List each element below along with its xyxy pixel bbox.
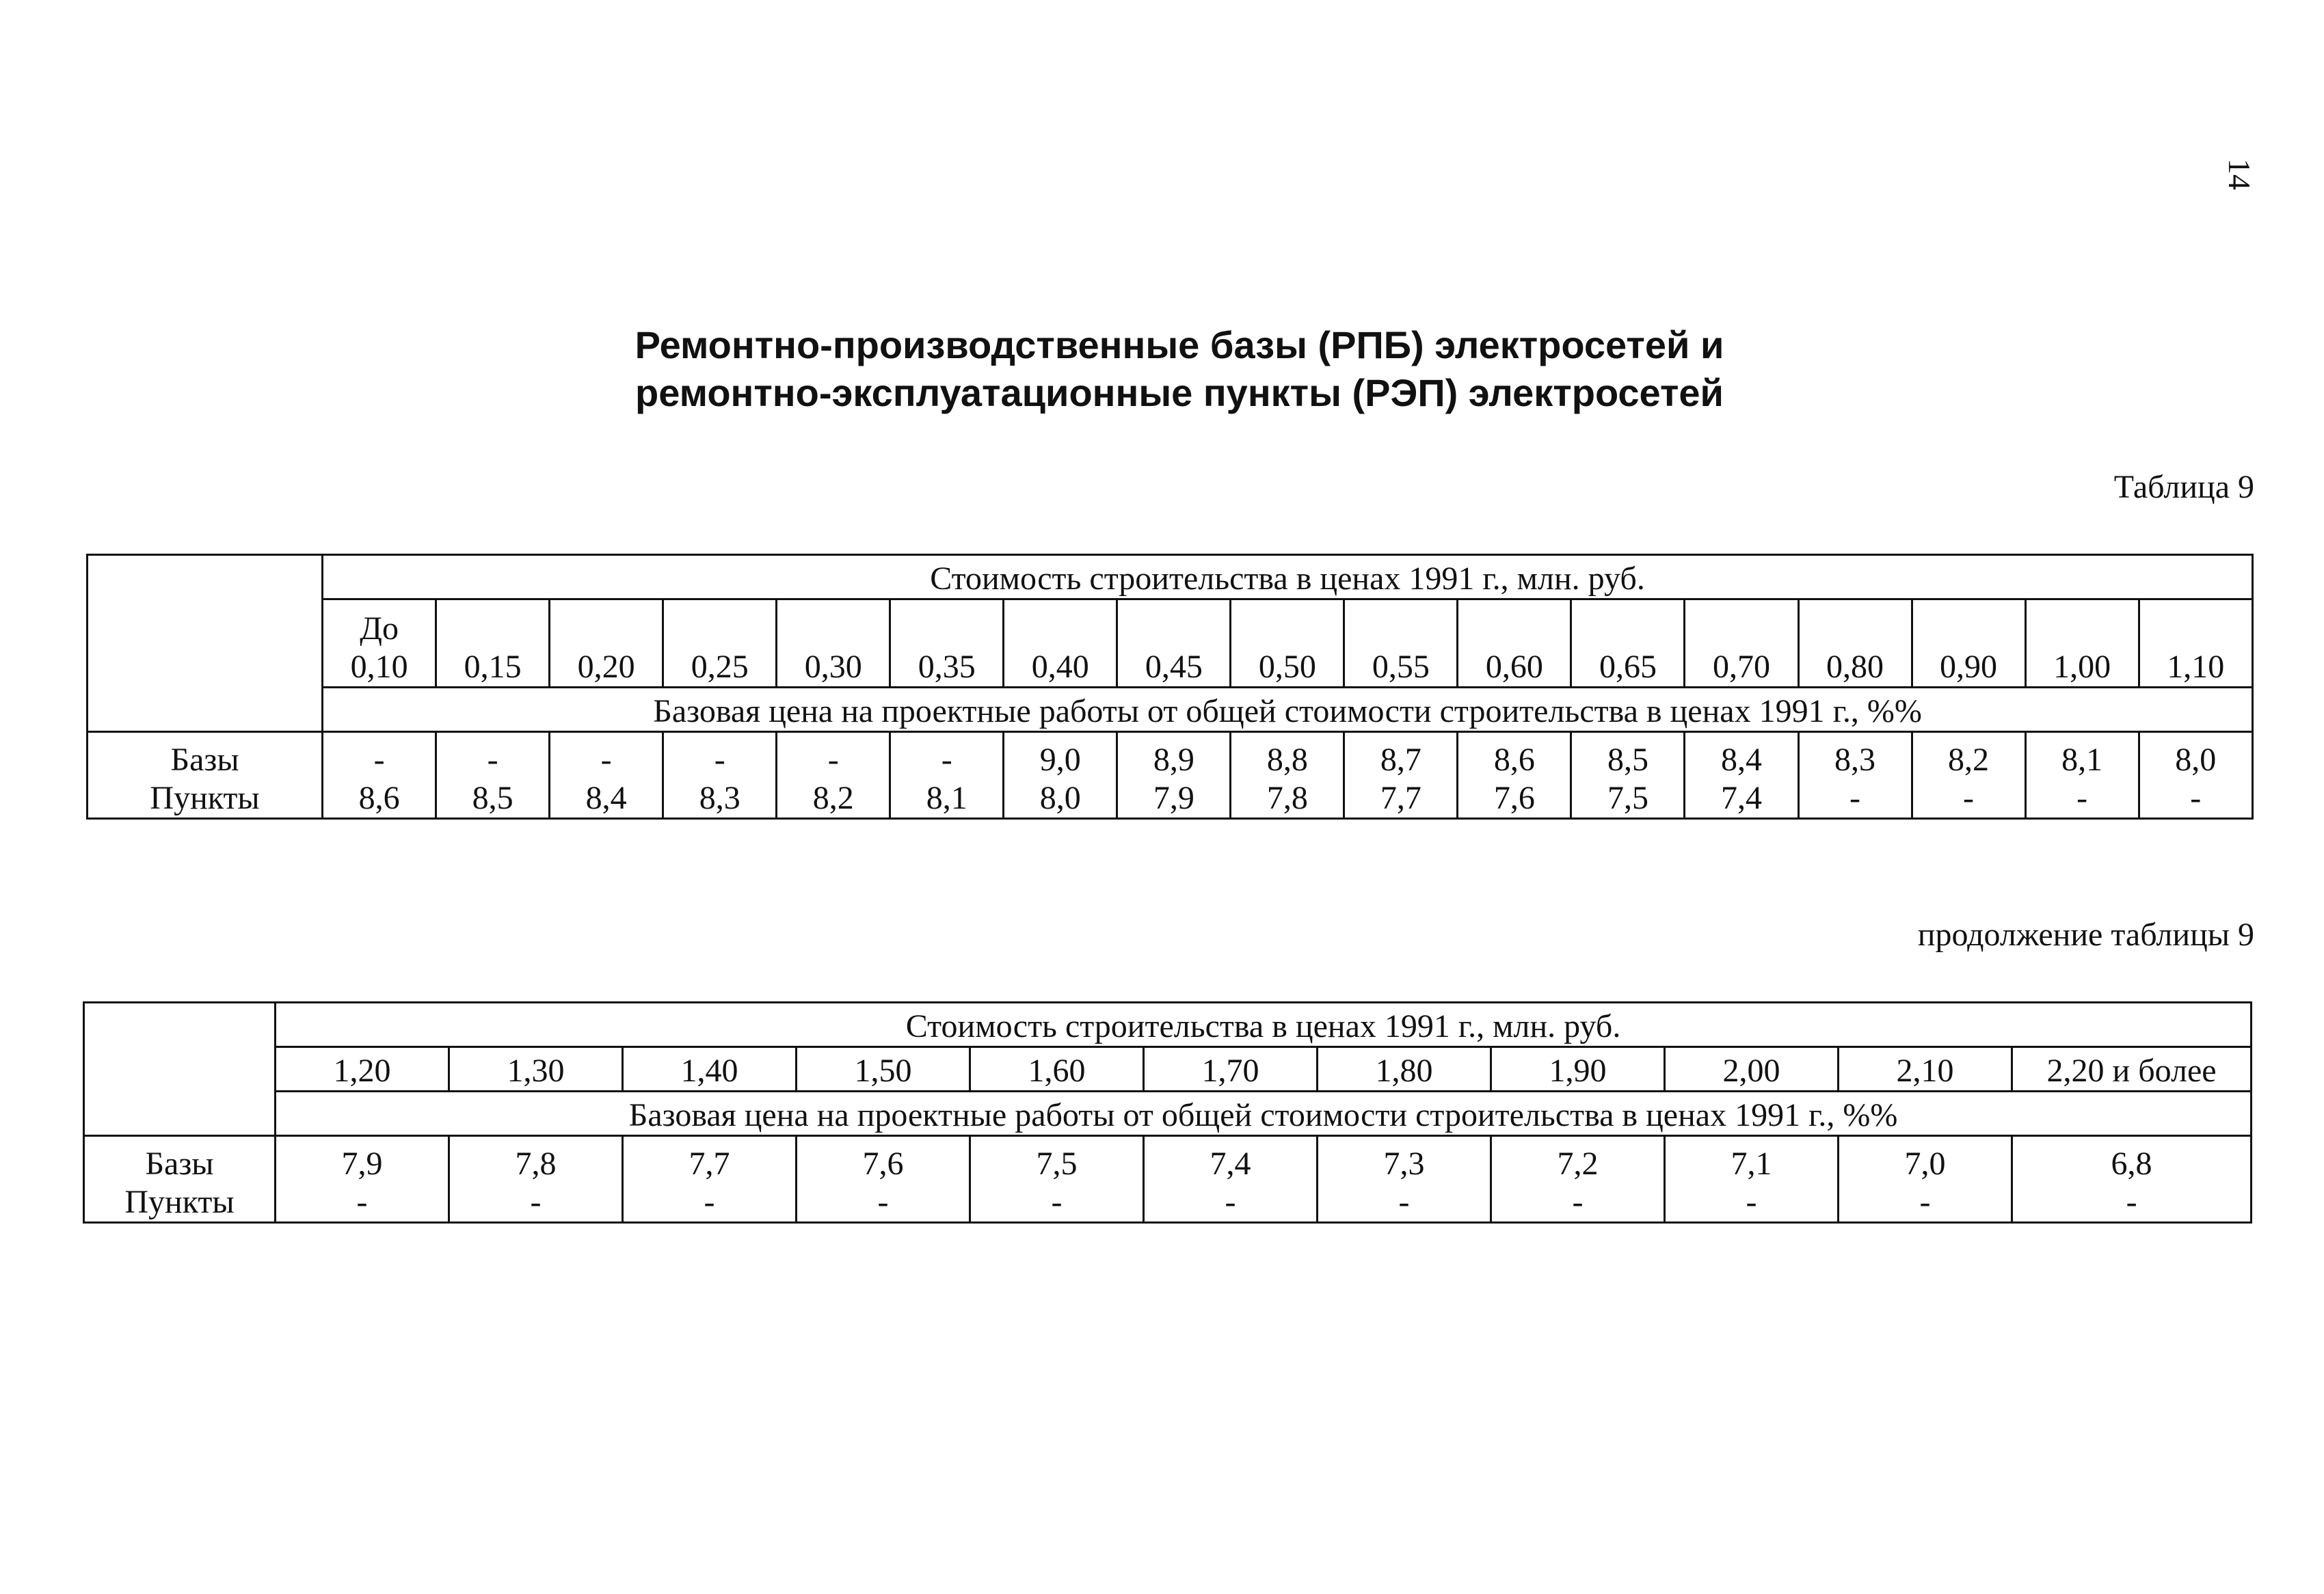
price-table <box>86 554 2254 820</box>
bases-value: - <box>373 742 385 778</box>
bases-value: - <box>827 742 839 778</box>
cost-column-header <box>436 599 550 688</box>
cost-column-header <box>1798 599 1912 688</box>
points-value: 8,3 <box>699 780 740 816</box>
bases-value: 7,0 <box>1904 1146 1946 1182</box>
price-header-row <box>88 688 2253 732</box>
points-value: 7,5 <box>1607 780 1648 816</box>
bases-value: 9,0 <box>1039 742 1081 778</box>
cost-columns-row <box>88 599 2253 688</box>
cost-header: Стоимость строительства в ценах 1991 г., млн. руб. <box>323 555 2253 599</box>
value-cell <box>1798 732 1912 819</box>
document-title <box>410 321 1949 417</box>
bases-value: 8,9 <box>1153 742 1194 778</box>
points-value: - <box>877 1184 889 1220</box>
points-value: 8,2 <box>812 780 854 816</box>
bases-value: 8,3 <box>1834 742 1876 778</box>
cost-value: 0,55 <box>1372 649 1430 685</box>
cost-value: 0,80 <box>1826 649 1884 685</box>
cost-column-header: 1,70 <box>1144 1047 1318 1092</box>
cost-column-header <box>1571 599 1685 688</box>
bases-value: 8,6 <box>1493 742 1535 778</box>
cost-column-header <box>1231 599 1344 688</box>
value-cell <box>663 732 777 819</box>
cost-column-header: 1,80 <box>1318 1047 1491 1092</box>
value-cell <box>1491 1136 1665 1223</box>
points-value: 8,4 <box>585 780 627 816</box>
points-value: - <box>1849 780 1860 816</box>
bases-value: 8,5 <box>1607 742 1648 778</box>
row-label-bases: Базы <box>170 742 239 778</box>
points-value: - <box>704 1184 715 1220</box>
bases-value: - <box>487 742 498 778</box>
bases-value: - <box>714 742 725 778</box>
title-line-1: Ремонтно-производственные базы (РПБ) электросетей и <box>635 323 1724 366</box>
cost-column-header <box>1685 599 1798 688</box>
points-value: 8,5 <box>472 780 513 816</box>
cost-column-header <box>777 599 890 688</box>
cost-columns-row <box>84 1047 2252 1092</box>
points-value: - <box>356 1184 368 1220</box>
value-cell <box>1344 732 1458 819</box>
corner-cell <box>84 1003 276 1136</box>
points-value: - <box>1963 780 1975 816</box>
value-cell <box>1458 732 1571 819</box>
values-row <box>84 1136 2252 1223</box>
value-cell <box>276 1136 449 1223</box>
bases-value: 7,7 <box>689 1146 730 1182</box>
value-cell <box>1571 732 1685 819</box>
page-number: 14 <box>2222 159 2257 190</box>
bases-value: 6,8 <box>2111 1146 2152 1182</box>
value-cell <box>1839 1136 2012 1223</box>
value-cell <box>1665 1136 1839 1223</box>
value-cell <box>1231 732 1344 819</box>
bases-value: 7,6 <box>862 1146 904 1182</box>
cost-column-header <box>1004 599 1117 688</box>
row-label-points: Пункты <box>124 1184 235 1220</box>
cost-value: 0,20 <box>577 649 635 685</box>
points-value: 7,8 <box>1266 780 1308 816</box>
bases-value: 7,1 <box>1731 1146 1772 1182</box>
price-header: Базовая цена на проектные работы от общей стоимости строительства в ценах 1991 г., %% <box>323 688 2253 732</box>
bases-value: 7,8 <box>515 1146 557 1182</box>
value-cell <box>1117 732 1231 819</box>
bases-value: 8,7 <box>1380 742 1421 778</box>
title-line-2: ремонтно-эксплуатационные пункты (РЭП) электросетей <box>635 371 1724 414</box>
bases-value: 8,4 <box>1720 742 1762 778</box>
bases-value: 7,3 <box>1383 1146 1425 1182</box>
cost-column-header: 1,90 <box>1491 1047 1665 1092</box>
points-value: - <box>1225 1184 1236 1220</box>
points-value: 7,6 <box>1493 780 1535 816</box>
cost-column-header <box>550 599 663 688</box>
cost-value: 0,90 <box>1940 649 1998 685</box>
value-cell <box>1004 732 1117 819</box>
cost-column-header: 1,40 <box>623 1047 797 1092</box>
cost-column-header: 1,20 <box>276 1047 449 1092</box>
cost-column-header: 2,10 <box>1839 1047 2012 1092</box>
cost-column-header: 1,60 <box>970 1047 1144 1092</box>
cost-value: 0,35 <box>918 649 976 685</box>
bases-value: 8,0 <box>2175 742 2217 778</box>
points-value: 8,6 <box>358 780 400 816</box>
row-label-points: Пункты <box>150 780 260 816</box>
price-table-continuation <box>83 1001 2252 1224</box>
cost-value: 0,40 <box>1031 649 1089 685</box>
points-value: - <box>1051 1184 1063 1220</box>
table-caption: Таблица 9 <box>2113 469 2254 505</box>
cost-column-header: 2,00 <box>1665 1047 1839 1092</box>
value-cell <box>797 1136 970 1223</box>
cost-column-header <box>323 599 436 688</box>
value-cell <box>550 732 663 819</box>
points-value: 7,7 <box>1380 780 1421 816</box>
value-cell <box>1144 1136 1318 1223</box>
value-cell <box>1912 732 2025 819</box>
bases-value: 8,8 <box>1266 742 1308 778</box>
cost-value: 0,50 <box>1258 649 1316 685</box>
cost-value: 0,10 <box>350 649 408 685</box>
cost-value: 0,65 <box>1599 649 1657 685</box>
points-value: - <box>2126 1184 2137 1220</box>
points-value: - <box>1746 1184 1757 1220</box>
cost-value: 1,00 <box>2053 649 2111 685</box>
table-continuation-caption: продолжение таблицы 9 <box>1917 917 2254 953</box>
value-cell <box>970 1136 1144 1223</box>
value-cell <box>2139 732 2252 819</box>
cost-value: 0,25 <box>691 649 749 685</box>
points-value: - <box>1919 1184 1931 1220</box>
cost-column-header <box>1458 599 1571 688</box>
row-label-bases: Базы <box>145 1146 214 1182</box>
bases-value: 7,5 <box>1036 1146 1078 1182</box>
bases-value: - <box>941 742 952 778</box>
bases-value: 7,4 <box>1210 1146 1251 1182</box>
value-cell <box>2012 1136 2252 1223</box>
value-cell <box>2025 732 2139 819</box>
points-value: - <box>1398 1184 1410 1220</box>
cost-value: 1,10 <box>2167 649 2225 685</box>
value-cell <box>890 732 1004 819</box>
value-cell <box>323 732 436 819</box>
points-value: - <box>530 1184 542 1220</box>
cost-column-header <box>663 599 777 688</box>
points-value: 8,0 <box>1039 780 1081 816</box>
value-cell <box>777 732 890 819</box>
points-value: 8,1 <box>926 780 967 816</box>
table-header-row <box>88 555 2253 599</box>
points-value: - <box>2076 780 2088 816</box>
cost-column-header: 1,50 <box>797 1047 970 1092</box>
corner-cell <box>88 555 323 732</box>
table-header-row <box>84 1003 2252 1047</box>
cost-column-header: 1,30 <box>449 1047 623 1092</box>
points-value: 7,4 <box>1720 780 1762 816</box>
value-cell <box>1318 1136 1491 1223</box>
price-header-row <box>84 1092 2252 1136</box>
row-labels-cell <box>88 732 323 819</box>
cost-header: Стоимость строительства в ценах 1991 г., млн. руб. <box>276 1003 2252 1047</box>
values-row <box>88 732 2253 819</box>
value-cell <box>436 732 550 819</box>
cost-column-header <box>890 599 1004 688</box>
cost-value: 0,45 <box>1145 649 1203 685</box>
bases-value: 7,2 <box>1557 1146 1599 1182</box>
points-value: - <box>2190 780 2202 816</box>
value-cell <box>449 1136 623 1223</box>
cost-value: 0,30 <box>804 649 862 685</box>
points-value: 7,9 <box>1153 780 1194 816</box>
cost-column-header: 2,20 и более <box>2012 1047 2252 1092</box>
bases-value: 7,9 <box>341 1146 383 1182</box>
cost-column-header <box>1912 599 2025 688</box>
points-value: - <box>1572 1184 1584 1220</box>
cost-value: 0,60 <box>1485 649 1543 685</box>
cost-column-header <box>2139 599 2252 688</box>
cost-prefix: До <box>360 610 399 647</box>
cost-column-header <box>1117 599 1231 688</box>
price-header: Базовая цена на проектные работы от общей стоимости строительства в ценах 1991 г., %% <box>276 1092 2252 1136</box>
bases-value: - <box>600 742 612 778</box>
bases-value: 8,2 <box>1948 742 1990 778</box>
cost-column-header <box>1344 599 1458 688</box>
row-labels-cell <box>84 1136 276 1223</box>
cost-value: 0,15 <box>464 649 522 685</box>
cost-value: 0,70 <box>1712 649 1770 685</box>
bases-value: 8,1 <box>2061 742 2103 778</box>
cost-column-header <box>2025 599 2139 688</box>
value-cell <box>623 1136 797 1223</box>
value-cell <box>1685 732 1798 819</box>
